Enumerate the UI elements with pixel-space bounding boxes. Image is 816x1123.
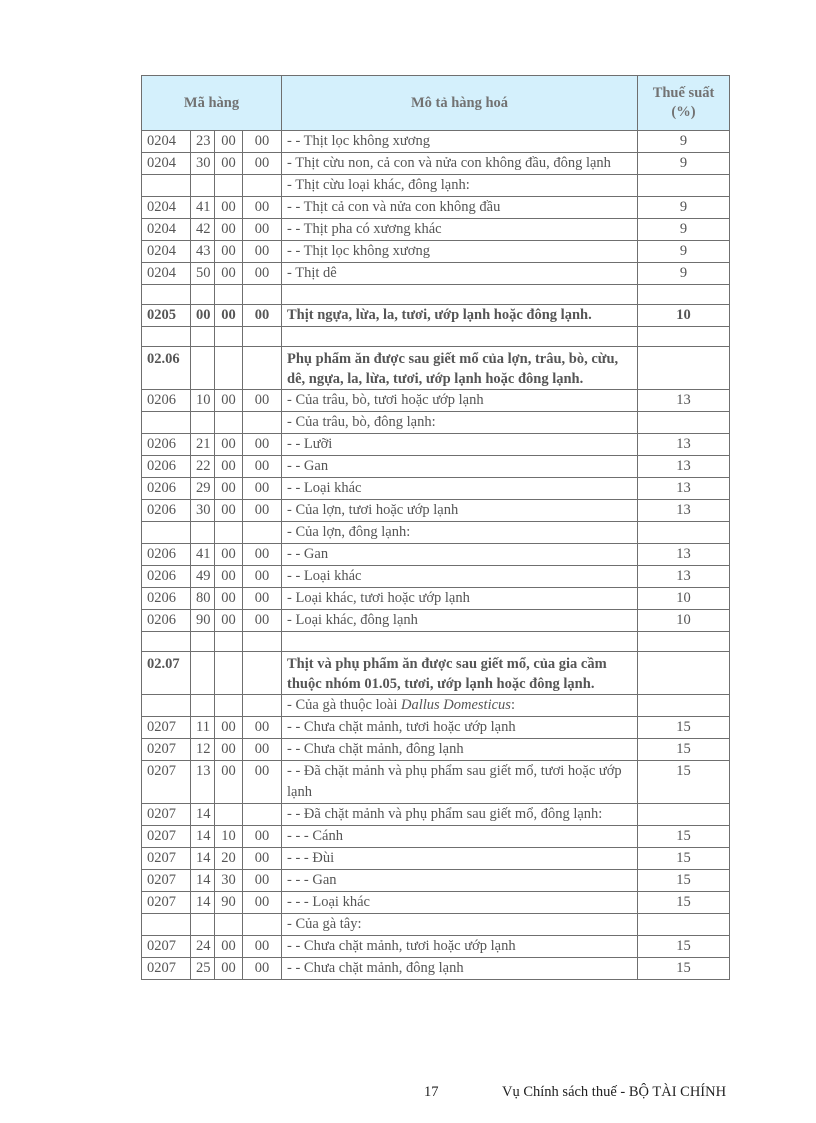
hs-heading-cell: 11: [191, 717, 215, 739]
hs-suffix-cell: 00: [243, 958, 282, 980]
hs-chapter-cell: 02.06: [142, 347, 191, 390]
hs-chapter-cell: 0207: [142, 936, 191, 958]
hs-suffix-cell: 00: [243, 500, 282, 522]
hs-subheading-cell: 00: [215, 390, 243, 412]
tax-rate-cell: [638, 804, 730, 826]
tax-rate-cell: 13: [638, 500, 730, 522]
description-cell: - Của trâu, bò, đông lạnh:: [282, 412, 638, 434]
description-cell: - Của lợn, tươi hoặc ướp lạnh: [282, 500, 638, 522]
hs-subheading-cell: 00: [215, 478, 243, 500]
hs-chapter-cell: 0206: [142, 456, 191, 478]
hs-heading-cell: 10: [191, 390, 215, 412]
tax-rate-cell: [638, 652, 730, 695]
description-cell: - - Đã chặt mảnh và phụ phẩm sau giết mổ, tươi hoặc ướp lạnh: [282, 761, 638, 804]
hs-heading-cell: 50: [191, 263, 215, 285]
hs-subheading-cell: 00: [215, 263, 243, 285]
blank-row: [142, 632, 730, 652]
hs-subheading-cell: [215, 412, 243, 434]
hs-subheading-cell: 00: [215, 153, 243, 175]
table-header-row: [142, 76, 730, 131]
hs-subheading-cell: [215, 347, 243, 390]
description-cell: - - Thịt lọc không xương: [282, 131, 638, 153]
hs-heading-cell: 14: [191, 892, 215, 914]
hs-heading-cell: 80: [191, 588, 215, 610]
hs-suffix-cell: [243, 412, 282, 434]
hs-suffix-cell: 00: [243, 566, 282, 588]
description-cell: Thịt ngựa, lừa, la, tươi, ướp lạnh hoặc đông lạnh.: [282, 305, 638, 327]
table-row: [142, 241, 730, 263]
hs-suffix-cell: 00: [243, 241, 282, 263]
tax-rate-cell: 15: [638, 717, 730, 739]
hs-suffix-cell: 00: [243, 826, 282, 848]
hs-subheading-cell: 00: [215, 761, 243, 804]
description-text: - Của gà thuộc loài: [287, 697, 401, 713]
hs-suffix-cell: 00: [243, 390, 282, 412]
hs-chapter-cell: 0207: [142, 739, 191, 761]
description-cell: - Loại khác, tươi hoặc ướp lạnh: [282, 588, 638, 610]
description-cell: - Thịt dê: [282, 263, 638, 285]
empty-cell: [191, 632, 215, 652]
table-row: [142, 434, 730, 456]
empty-cell: [638, 327, 730, 347]
table-row: [142, 478, 730, 500]
table-row: [142, 761, 730, 804]
table-row: [142, 305, 730, 327]
empty-cell: [142, 632, 191, 652]
hs-suffix-cell: 00: [243, 892, 282, 914]
description-cell: Phụ phẩm ăn được sau giết mổ của lợn, trâu, bò, cừu, dê, ngựa, la, lừa, tươi, ướp lạnh hoặc đông lạnh.: [282, 347, 638, 390]
hs-chapter-cell: 02.07: [142, 652, 191, 695]
description-cell: - - Thịt cả con và nửa con không đầu: [282, 197, 638, 219]
table-row: [142, 197, 730, 219]
hs-heading-cell: [191, 175, 215, 197]
hs-chapter-cell: 0206: [142, 566, 191, 588]
description-cell: - - Loại khác: [282, 478, 638, 500]
table-row: [142, 739, 730, 761]
hs-heading-cell: 30: [191, 153, 215, 175]
hs-chapter-cell: 0204: [142, 219, 191, 241]
hs-suffix-cell: 00: [243, 219, 282, 241]
hs-chapter-cell: 0206: [142, 500, 191, 522]
hs-suffix-cell: 00: [243, 478, 282, 500]
table-row: [142, 695, 730, 717]
tax-rate-cell: [638, 914, 730, 936]
hs-chapter-cell: [142, 412, 191, 434]
hs-subheading-cell: 00: [215, 197, 243, 219]
hs-suffix-cell: 00: [243, 263, 282, 285]
section-heading-row: [142, 347, 730, 390]
hs-suffix-cell: [243, 914, 282, 936]
hs-chapter-cell: 0207: [142, 717, 191, 739]
hs-chapter-cell: 0207: [142, 761, 191, 804]
description-cell: - - - Gan: [282, 870, 638, 892]
hs-chapter-cell: 0206: [142, 390, 191, 412]
hs-subheading-cell: 00: [215, 544, 243, 566]
tax-rate-cell: 15: [638, 848, 730, 870]
hs-suffix-cell: 00: [243, 153, 282, 175]
table-row: [142, 456, 730, 478]
table-row: [142, 717, 730, 739]
empty-cell: [142, 285, 191, 305]
table-row: [142, 500, 730, 522]
hs-subheading-cell: 00: [215, 456, 243, 478]
hs-subheading-cell: 00: [215, 434, 243, 456]
hs-suffix-cell: 00: [243, 870, 282, 892]
hs-heading-cell: 41: [191, 544, 215, 566]
tax-rate-cell: 13: [638, 478, 730, 500]
hs-heading-cell: 13: [191, 761, 215, 804]
description-cell: - - - Cánh: [282, 826, 638, 848]
tax-rate-cell: 9: [638, 263, 730, 285]
hs-suffix-cell: 00: [243, 434, 282, 456]
hs-chapter-cell: 0205: [142, 305, 191, 327]
hs-heading-cell: 42: [191, 219, 215, 241]
tariff-table: [141, 75, 730, 980]
description-suffix: :: [510, 697, 515, 713]
description-cell: - - Gan: [282, 544, 638, 566]
hs-chapter-cell: 0207: [142, 892, 191, 914]
empty-cell: [282, 327, 638, 347]
tax-rate-cell: 15: [638, 892, 730, 914]
empty-cell: [191, 285, 215, 305]
hs-chapter-cell: 0204: [142, 131, 191, 153]
header-code: Mã hàng: [142, 76, 282, 131]
table-row: [142, 914, 730, 936]
hs-subheading-cell: [215, 522, 243, 544]
tax-rate-cell: 13: [638, 456, 730, 478]
tax-rate-cell: 10: [638, 305, 730, 327]
hs-subheading-cell: 00: [215, 588, 243, 610]
empty-cell: [215, 285, 243, 305]
hs-subheading-cell: 00: [215, 936, 243, 958]
hs-subheading-cell: 00: [215, 958, 243, 980]
hs-chapter-cell: 0204: [142, 263, 191, 285]
table-row: [142, 175, 730, 197]
hs-suffix-cell: 00: [243, 717, 282, 739]
hs-chapter-cell: 0206: [142, 610, 191, 632]
hs-heading-cell: 14: [191, 826, 215, 848]
hs-subheading-cell: 00: [215, 219, 243, 241]
description-cell: - Của trâu, bò, tươi hoặc ướp lạnh: [282, 390, 638, 412]
table-row: [142, 522, 730, 544]
tax-rate-cell: 9: [638, 241, 730, 263]
description-cell: - - Thịt pha có xương khác: [282, 219, 638, 241]
hs-suffix-cell: [243, 804, 282, 826]
description-cell: - Của gà tây:: [282, 914, 638, 936]
hs-suffix-cell: 00: [243, 610, 282, 632]
description-cell: - - - Loại khác: [282, 892, 638, 914]
hs-heading-cell: [191, 347, 215, 390]
tax-rate-cell: [638, 347, 730, 390]
hs-chapter-cell: 0206: [142, 588, 191, 610]
description-cell: - - Chưa chặt mảnh, tươi hoặc ướp lạnh: [282, 936, 638, 958]
tax-rate-cell: 13: [638, 390, 730, 412]
table-row: [142, 936, 730, 958]
hs-heading-cell: 41: [191, 197, 215, 219]
hs-subheading-cell: 00: [215, 717, 243, 739]
tax-rate-cell: 9: [638, 197, 730, 219]
table-row: [142, 263, 730, 285]
tax-rate-cell: 15: [638, 870, 730, 892]
tax-rate-cell: [638, 412, 730, 434]
table-row: [142, 412, 730, 434]
hs-subheading-cell: [215, 914, 243, 936]
hs-chapter-cell: 0206: [142, 434, 191, 456]
table-row: [142, 826, 730, 848]
blank-row: [142, 285, 730, 305]
hs-heading-cell: [191, 522, 215, 544]
hs-chapter-cell: [142, 695, 191, 717]
hs-suffix-cell: 00: [243, 131, 282, 153]
hs-subheading-cell: [215, 804, 243, 826]
hs-heading-cell: 90: [191, 610, 215, 632]
empty-cell: [215, 327, 243, 347]
hs-suffix-cell: [243, 695, 282, 717]
hs-subheading-cell: 10: [215, 826, 243, 848]
hs-chapter-cell: 0207: [142, 958, 191, 980]
tax-rate-cell: 15: [638, 739, 730, 761]
tax-rate-cell: 9: [638, 131, 730, 153]
tax-rate-cell: 10: [638, 610, 730, 632]
tax-rate-cell: 15: [638, 761, 730, 804]
hs-subheading-cell: 00: [215, 566, 243, 588]
hs-heading-cell: 22: [191, 456, 215, 478]
description-cell: - - Chưa chặt mảnh, tươi hoặc ướp lạnh: [282, 717, 638, 739]
hs-chapter-cell: 0206: [142, 478, 191, 500]
hs-chapter-cell: 0207: [142, 870, 191, 892]
hs-suffix-cell: 00: [243, 544, 282, 566]
hs-chapter-cell: 0207: [142, 804, 191, 826]
hs-chapter-cell: 0204: [142, 153, 191, 175]
description-cell: - Thịt cừu non, cả con và nửa con không đầu, đông lạnh: [282, 153, 638, 175]
empty-cell: [243, 632, 282, 652]
hs-subheading-cell: 00: [215, 610, 243, 632]
empty-cell: [243, 327, 282, 347]
hs-heading-cell: 12: [191, 739, 215, 761]
hs-subheading-cell: [215, 695, 243, 717]
hs-heading-cell: [191, 695, 215, 717]
description-cell: - Thịt cừu loại khác, đông lạnh:: [282, 175, 638, 197]
description-cell: - - Lưỡi: [282, 434, 638, 456]
tax-rate-cell: 13: [638, 566, 730, 588]
empty-cell: [282, 632, 638, 652]
description-cell: - - Chưa chặt mảnh, đông lạnh: [282, 739, 638, 761]
hs-subheading-cell: 00: [215, 131, 243, 153]
tax-rate-cell: 15: [638, 936, 730, 958]
hs-suffix-cell: [243, 522, 282, 544]
table-row: [142, 958, 730, 980]
table-row: [142, 544, 730, 566]
table-row: [142, 566, 730, 588]
hs-chapter-cell: 0204: [142, 241, 191, 263]
hs-heading-cell: 21: [191, 434, 215, 456]
description-cell: - - Thịt lọc không xương: [282, 241, 638, 263]
hs-subheading-cell: 00: [215, 305, 243, 327]
description-cell: - - Đã chặt mảnh và phụ phẩm sau giết mổ, đông lạnh:: [282, 804, 638, 826]
page-number: 17: [424, 1084, 439, 1100]
table-row: [142, 588, 730, 610]
hs-suffix-cell: 00: [243, 305, 282, 327]
tax-rate-cell: 15: [638, 958, 730, 980]
tax-rate-cell: [638, 175, 730, 197]
hs-suffix-cell: 00: [243, 936, 282, 958]
hs-chapter-cell: [142, 522, 191, 544]
header-rate: Thuế suất (%): [638, 76, 730, 131]
hs-suffix-cell: 00: [243, 588, 282, 610]
hs-suffix-cell: 00: [243, 456, 282, 478]
empty-cell: [215, 632, 243, 652]
hs-suffix-cell: 00: [243, 761, 282, 804]
table-row: [142, 804, 730, 826]
hs-chapter-cell: 0207: [142, 826, 191, 848]
hs-subheading-cell: [215, 175, 243, 197]
hs-heading-cell: 14: [191, 804, 215, 826]
hs-subheading-cell: 20: [215, 848, 243, 870]
tax-rate-cell: 9: [638, 219, 730, 241]
hs-chapter-cell: 0207: [142, 848, 191, 870]
hs-heading-cell: 25: [191, 958, 215, 980]
table-row: [142, 153, 730, 175]
hs-suffix-cell: [243, 652, 282, 695]
tax-rate-cell: 13: [638, 434, 730, 456]
table-row: [142, 219, 730, 241]
table-row: [142, 390, 730, 412]
description-cell: - - Loại khác: [282, 566, 638, 588]
hs-heading-cell: 00: [191, 305, 215, 327]
header-description: Mô tả hàng hoá: [282, 76, 638, 131]
description-cell: - - Chưa chặt mảnh, đông lạnh: [282, 958, 638, 980]
description-cell: - Của lợn, đông lạnh:: [282, 522, 638, 544]
description-cell: - - Gan: [282, 456, 638, 478]
hs-subheading-cell: [215, 652, 243, 695]
table-row: [142, 610, 730, 632]
table-row: [142, 131, 730, 153]
table-row: [142, 892, 730, 914]
tax-rate-cell: [638, 695, 730, 717]
hs-subheading-cell: 00: [215, 739, 243, 761]
hs-heading-cell: [191, 412, 215, 434]
hs-heading-cell: 14: [191, 870, 215, 892]
hs-heading-cell: 14: [191, 848, 215, 870]
tax-rate-cell: 15: [638, 826, 730, 848]
hs-chapter-cell: 0206: [142, 544, 191, 566]
footer-department: Vụ Chính sách thuế - BỘ TÀI CHÍNH: [502, 1084, 727, 1100]
hs-suffix-cell: 00: [243, 739, 282, 761]
hs-heading-cell: 49: [191, 566, 215, 588]
hs-suffix-cell: [243, 347, 282, 390]
description-cell: [282, 695, 638, 717]
hs-heading-cell: [191, 652, 215, 695]
empty-cell: [243, 285, 282, 305]
empty-cell: [191, 327, 215, 347]
hs-chapter-cell: [142, 914, 191, 936]
hs-subheading-cell: 90: [215, 892, 243, 914]
hs-subheading-cell: 30: [215, 870, 243, 892]
section-heading-row: [142, 652, 730, 695]
hs-heading-cell: 29: [191, 478, 215, 500]
table-body: [142, 131, 730, 980]
hs-heading-cell: 43: [191, 241, 215, 263]
empty-cell: [282, 285, 638, 305]
hs-chapter-cell: 0204: [142, 197, 191, 219]
description-cell: Thịt và phụ phẩm ăn được sau giết mổ, của gia cầm thuộc nhóm 01.05, tươi, ướp lạnh hoặc đông lạnh.: [282, 652, 638, 695]
description-cell: - - - Đùi: [282, 848, 638, 870]
tax-rate-cell: [638, 522, 730, 544]
empty-cell: [638, 285, 730, 305]
tax-rate-cell: 9: [638, 153, 730, 175]
empty-cell: [638, 632, 730, 652]
hs-heading-cell: 30: [191, 500, 215, 522]
hs-heading-cell: 24: [191, 936, 215, 958]
species-name: Dallus Domesticus: [400, 697, 511, 713]
tax-rate-cell: 13: [638, 544, 730, 566]
tax-rate-cell: 10: [638, 588, 730, 610]
hs-chapter-cell: [142, 175, 191, 197]
hs-heading-cell: [191, 914, 215, 936]
hs-subheading-cell: 00: [215, 241, 243, 263]
table-row: [142, 870, 730, 892]
hs-heading-cell: 23: [191, 131, 215, 153]
blank-row: [142, 327, 730, 347]
description-cell: - Loại khác, đông lạnh: [282, 610, 638, 632]
hs-suffix-cell: 00: [243, 197, 282, 219]
table-row: [142, 848, 730, 870]
hs-subheading-cell: 00: [215, 500, 243, 522]
empty-cell: [142, 327, 191, 347]
hs-suffix-cell: [243, 175, 282, 197]
hs-suffix-cell: 00: [243, 848, 282, 870]
